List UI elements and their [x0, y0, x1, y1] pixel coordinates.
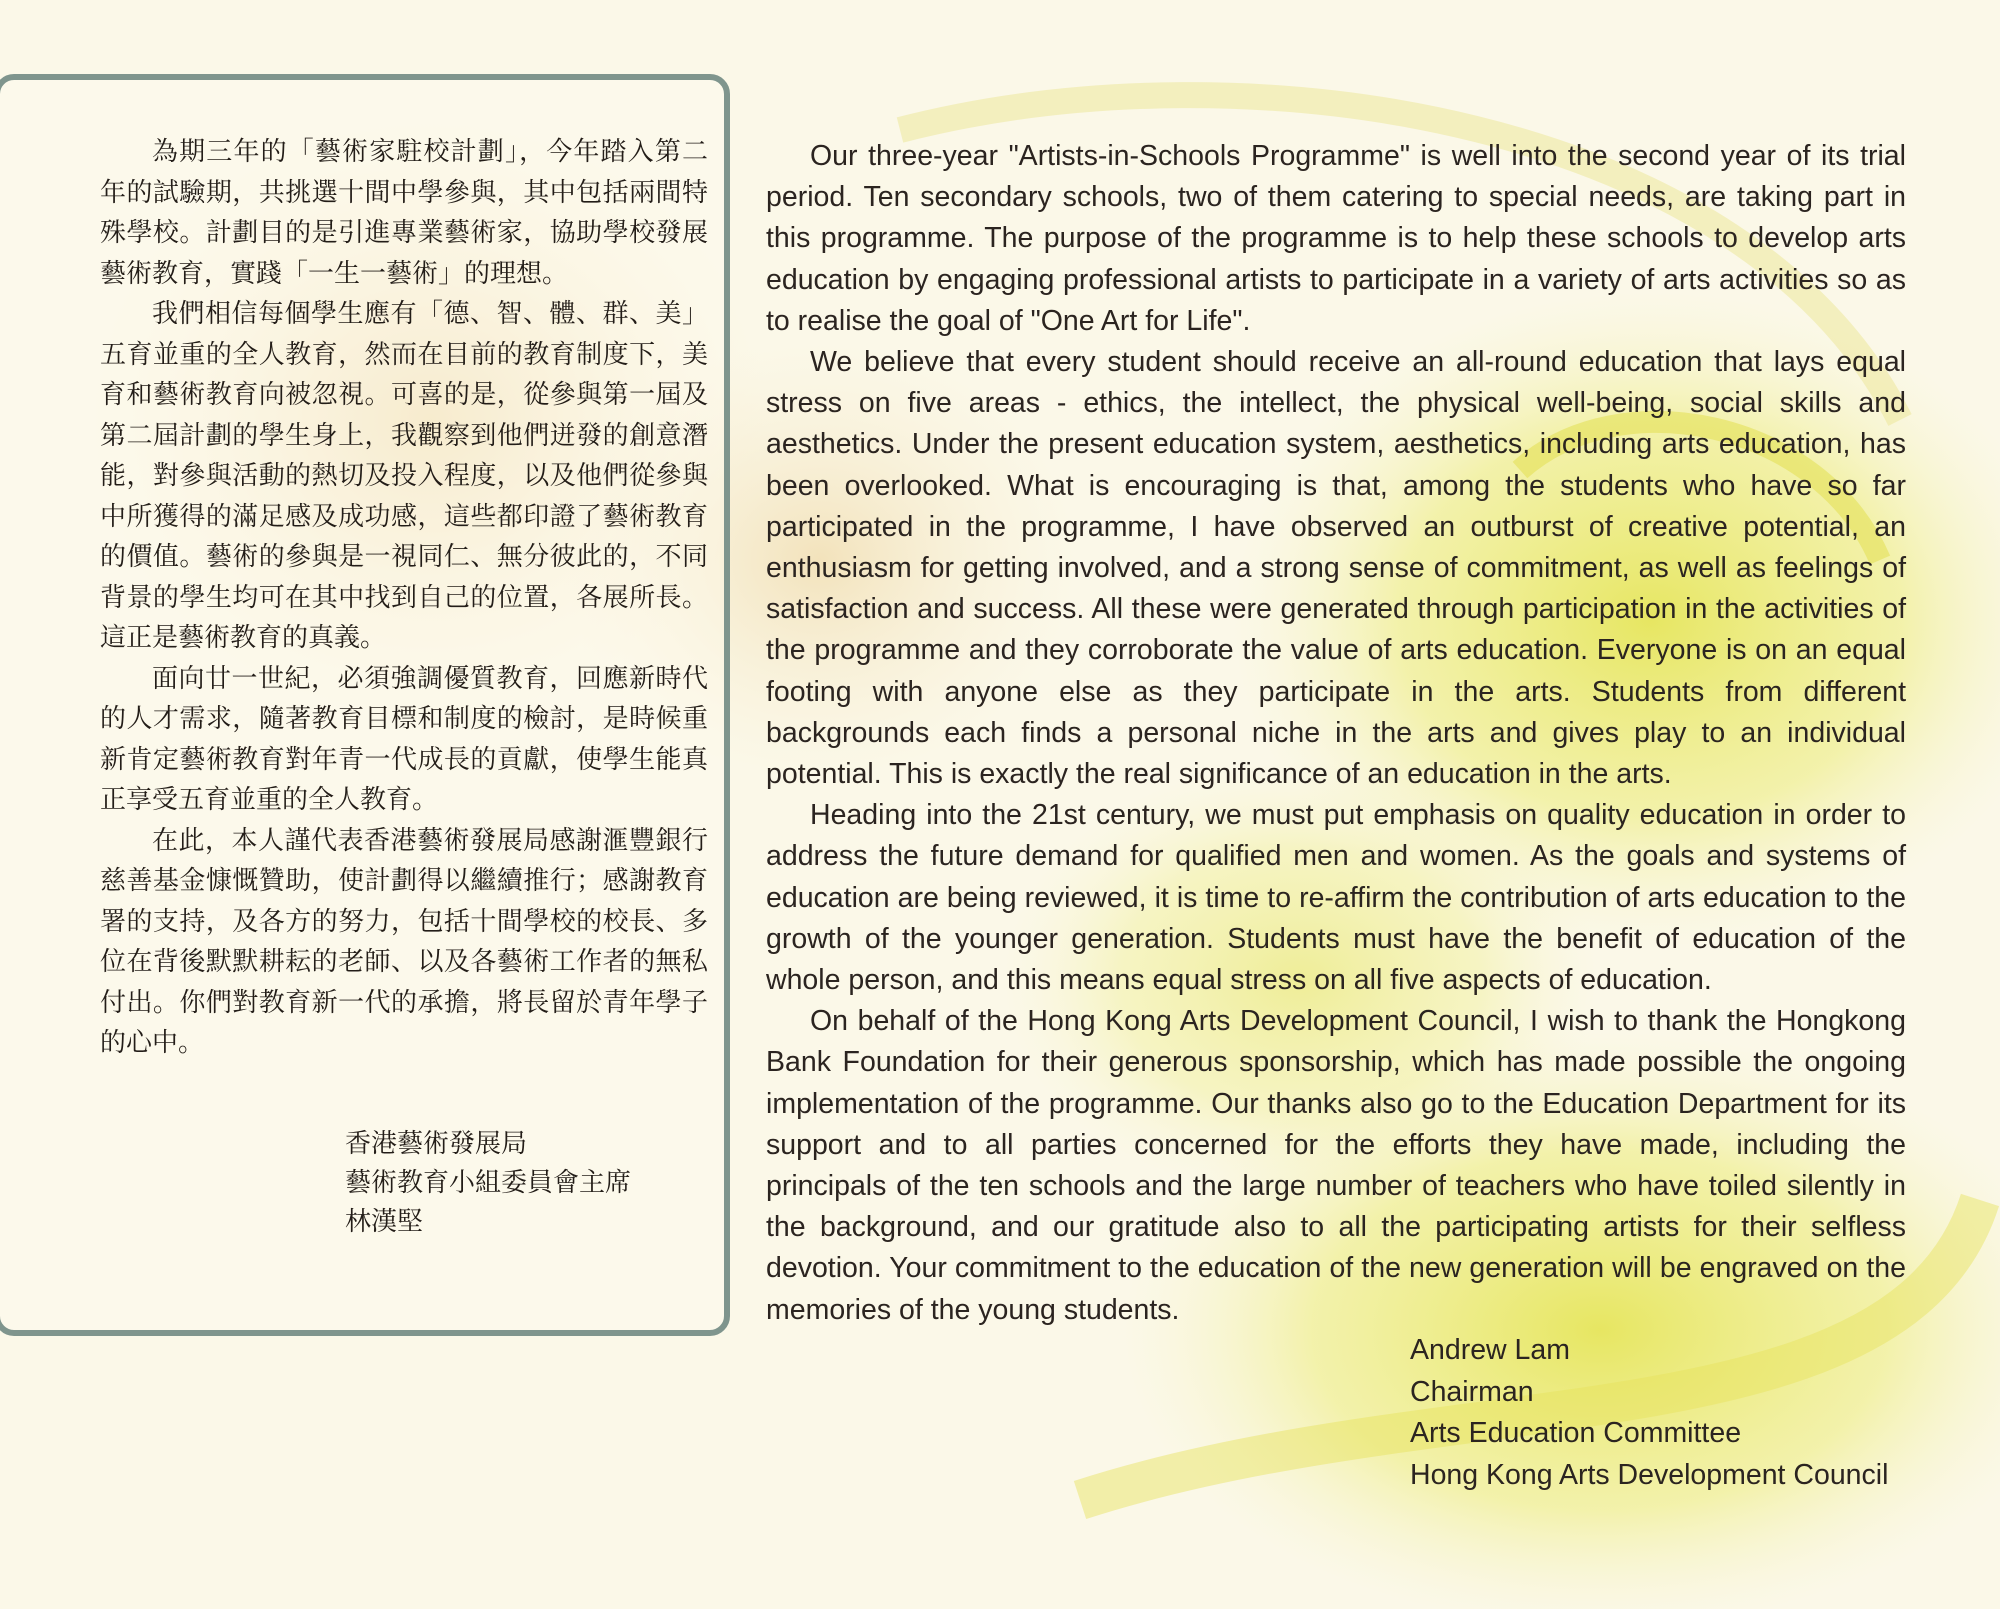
signature-name: 林漢堅 — [345, 1207, 424, 1237]
signature-organization: 香港藝術發展局 — [345, 1129, 528, 1159]
english-paragraph: We believe that every student should receive an all-round education that lays equal stress on five areas - ethics, the intellect, the physical well-being, social skills and aesthetics. Under the present education system, aesthetics, including arts education, has been overlooked. What is encouraging is that, among the students who have so far participated in the programme, I have observed an outburst of creative potential, an enthusiasm for getting involved, and a strong sense of commitment, as well as feelings of satisfaction and success. All these were generated through participation in the activities of the programme and they corroborate the value of arts education. Everyone is on an equal footing with anyone else as they participate in the arts. Students from different backgrounds each finds a personal niche in the arts and gives play to an individual potential. This is exactly the real significance of an education in the arts. — [766, 346, 1906, 791]
chinese-paragraph: 面向廿一世紀，必須強調優質教育，回應新時代的人才需求，隨著教育目標和制度的檢討，是時候重新肯定藝術教育對年青一代成長的貢獻，使學生能真正享受五育並重的全人教育。 — [100, 663, 708, 815]
english-paragraph: Heading into the 21st century, we must put emphasis on quality education in order to address the future demand for qualified men and women. As the goals and systems of education are being reviewed, it is time to re-affirm the contribution of arts education to the growth of the younger generation. Students must have the benefit of education of the whole person, and this means equal stress on all five aspects of education. — [766, 799, 1906, 997]
english-message — [766, 136, 1906, 1331]
signature-name: Andrew Lam — [1410, 1334, 1570, 1366]
signature-title: Chairman — [1410, 1375, 1534, 1408]
chinese-signature — [345, 1125, 631, 1242]
chinese-message — [100, 132, 708, 1064]
english-paragraph: Our three-year "Artists-in-Schools Programme" is well into the second year of its trial period. Ten secondary schools, two of them catering to special needs, are taking part in this programme. The purpose of the programme is to help these schools to develop arts education by engaging professional artists to participate in a variety of arts activities so as to realise the goal of "One Art for Life". — [766, 140, 1906, 337]
english-signature — [1410, 1330, 1888, 1496]
chinese-paragraph: 我們相信每個學生應有「德、智、體、群、美」五育並重的全人教育，然而在目前的教育制度下，美育和藝術教育向被忽視。可喜的是，從參與第一屆及第二屆計劃的學生身上，我觀察到他們迸發的創意潛能，對參與活動的熱切及投入程度，以及他們從參與中所獲得的滿足感及成功感，這些都印證了藝術教育的價值。藝術的參與是一視同仁、無分彼此的，不同背景的學生均可在其中找到自己的位置，各展所長。這正是藝術教育的真義。 — [100, 299, 708, 653]
chinese-paragraph: 為期三年的「藝術家駐校計劃」，今年踏入第二年的試驗期，共挑選十間中學參與，其中包括兩間特殊學校。計劃目的是引進專業藝術家，協助學校發展藝術教育，實踐「一生一藝術」的理想。 — [100, 137, 708, 289]
chinese-paragraph: 在此，本人謹代表香港藝術發展局感謝滙豐銀行慈善基金慷慨贊助，使計劃得以繼續推行；感謝教育署的支持，及各方的努力，包括十間學校的校長、多位在背後默默耕耘的老師、以及各藝術工作者的無私付出。你們對教育新一代的承擔，將長留於青年學子的心中。 — [100, 825, 708, 1058]
signature-organization: Hong Kong Arts Development Council — [1410, 1458, 1889, 1491]
english-paragraph: On behalf of the Hong Kong Arts Development Council, I wish to thank the Hongkong Bank Foundation for their generous sponsorship, which has made possible the ongoing implementation of the programme. Our thanks also go to the Education Department for its support and to all parties concerned for the efforts they have made, including the principals of the ten schools and the large number of teachers who have toiled silently in the background, and our gratitude also to all the participating artists for their selfless devotion. Your commitment to the education of the new generation will be engraved on the memories of the young students. — [766, 1005, 1906, 1326]
signature-committee: Arts Education Committee — [1410, 1417, 1742, 1449]
signature-position: 藝術教育小組委員會主席 — [345, 1168, 632, 1198]
